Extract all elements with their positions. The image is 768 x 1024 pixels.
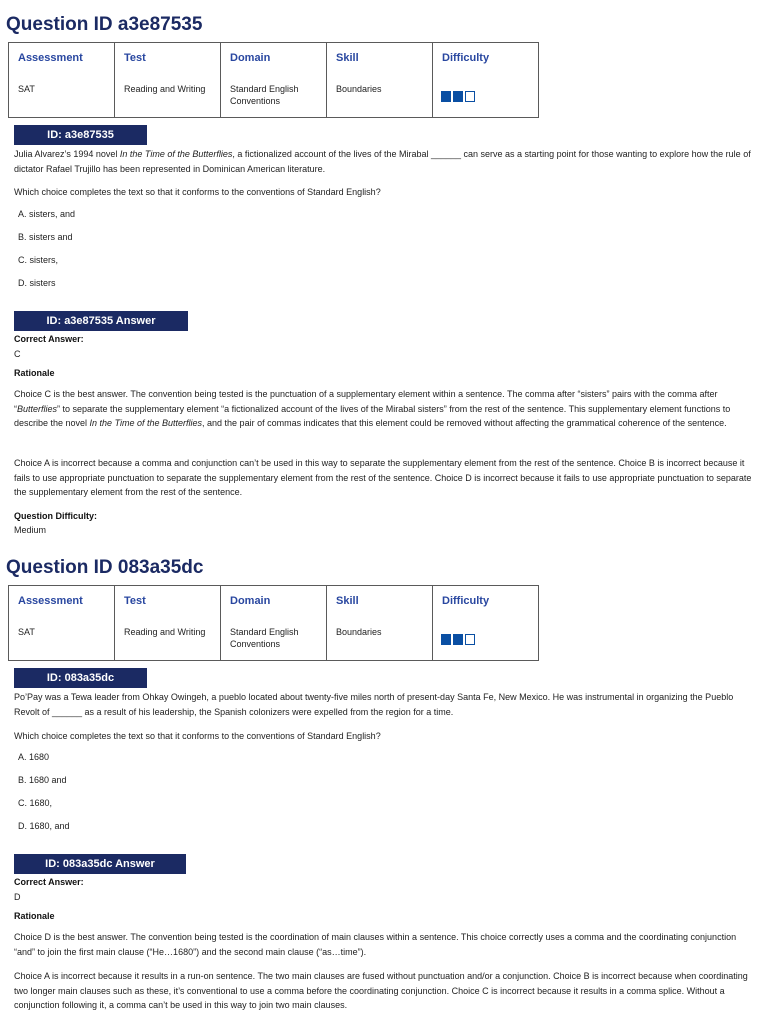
assessment-cell [9, 43, 115, 118]
assessment-value: SAT [18, 627, 35, 637]
choice-d: D. 1680, and [18, 821, 70, 831]
choice-c: C. 1680, [18, 798, 53, 808]
rationale-label: Rationale [14, 368, 55, 378]
test-header: Test [124, 595, 146, 607]
test-cell [115, 43, 221, 118]
skill-cell [327, 586, 433, 661]
answer-id-bar: ID: 083a35dc Answer [14, 854, 186, 874]
difficulty-box-filled [441, 634, 451, 645]
assessment-header: Assessment [18, 595, 83, 607]
question-meta-table [8, 585, 539, 661]
choice-b: B. sisters and [18, 232, 73, 242]
question-title: Question ID a3e87535 [6, 14, 203, 35]
assessment-header: Assessment [18, 52, 83, 64]
rationale-correct-text: Choice C is the best answer. The convention being tested is the punctuation of a supplementary element within a sentence. The comma after “sisters” pairs with the comma after “Butterflies” to separate the supplementary element “a fictionalized account of the lives of the Mirabal sisters” from the rest of the sentence. This supplementary element functions to describe the novel In the Time of the Butterflies, and the pair of commas indicates that this element could be removed without affecting the grammatical coherence of the sentence. [14, 389, 731, 428]
test-cell [115, 586, 221, 661]
difficulty-box-empty [465, 634, 475, 645]
difficulty-box-filled [441, 91, 451, 102]
question-id-bar: ID: a3e87535 [14, 125, 147, 145]
domain-header: Domain [230, 52, 271, 64]
difficulty-value: Medium [14, 525, 47, 535]
choice-a: A. 1680 [18, 752, 50, 762]
skill-cell [327, 43, 433, 118]
skill-header: Skill [336, 52, 359, 64]
skill-value: Boundaries [336, 627, 382, 637]
difficulty-cell [433, 43, 539, 118]
passage-text: Po’Pay was a Tewa leader from Ohkay Owingeh, a pueblo located about twenty-five miles north of present-day Santa Fe, New Mexico. He was instrumental in organizing the Pueblo Revolt of ______ as a result of his leadership, the Spanish colonizers were expelled from the region for a time. [14, 692, 734, 717]
domain-header: Domain [230, 595, 271, 607]
question-prompt: Which choice completes the text so that it conforms to the conventions of Standard English? [14, 187, 381, 197]
question-prompt: Which choice completes the text so that it conforms to the conventions of Standard English? [14, 731, 381, 741]
domain-value: Standard English Conventions [230, 627, 299, 649]
domain-cell [221, 586, 327, 661]
rationale-incorrect-text: Choice A is incorrect because it results in a run-on sentence. The two main clauses are fused without punctuation and/or a conjunction. Choice B is incorrect because when coordinating two longer main clauses such as these, it’s conventional to use a comma before the coordinating conjunction. Choice C is incorrect because it results in a comma splice. Without a conjunction following it, a comma can’t be used in this way to join two main clauses. [14, 971, 748, 1010]
choice-c: C. sisters, [18, 255, 59, 265]
rationale-correct-text: Choice D is the best answer. The convention being tested is the coordination of main clauses within a sentence. This choice correctly uses a comma and the coordinating conjunction “and” to join the first main clause (“He…1680”) and the second main clause (“as…time”). [14, 932, 737, 957]
test-header: Test [124, 52, 146, 64]
choice-d: D. sisters [18, 278, 56, 288]
question-id-bar: ID: 083a35dc [14, 668, 147, 688]
question-meta-table [8, 42, 539, 118]
rationale-incorrect-text: Choice A is incorrect because a comma and conjunction can’t be used in this way to separate the supplementary element from the rest of the sentence. Choice B is incorrect because it fails to use appropriate punctuation to separate the supplementary element from the rest of the sentence. Choice D is incorrect because it fails to use appropriate punctuation to separate the supplementary element from the rest of the sentence. [14, 458, 752, 497]
choice-b: B. 1680 and [18, 775, 67, 785]
difficulty-cell [433, 586, 539, 661]
assessment-cell [9, 586, 115, 661]
assessment-value: SAT [18, 84, 35, 94]
difficulty-box-filled [453, 91, 463, 102]
answer-id-bar: ID: a3e87535 Answer [14, 311, 188, 331]
difficulty-meter [441, 91, 477, 102]
correct-answer-value: D [14, 892, 21, 902]
domain-cell [221, 43, 327, 118]
skill-header: Skill [336, 595, 359, 607]
correct-answer-label: Correct Answer: [14, 334, 84, 344]
difficulty-meter [441, 634, 477, 645]
difficulty-header: Difficulty [442, 52, 490, 64]
difficulty-box-filled [453, 634, 463, 645]
passage-text: Julia Alvarez’s 1994 novel In the Time of the Butterflies, a fictionalized account of the lives of the Mirabal ______ can serve as a starting point for those wanting to explore how the rule of dictator Rafael Trujillo has been represented in Dominican American literature. [14, 149, 751, 174]
choice-a: A. sisters, and [18, 209, 76, 219]
domain-value: Standard English Conventions [230, 84, 299, 106]
difficulty-label: Question Difficulty: [14, 511, 97, 521]
difficulty-header: Difficulty [442, 595, 490, 607]
difficulty-box-empty [465, 91, 475, 102]
correct-answer-label: Correct Answer: [14, 877, 84, 887]
skill-value: Boundaries [336, 84, 382, 94]
test-value: Reading and Writing [124, 627, 206, 637]
question-title: Question ID 083a35dc [6, 557, 204, 578]
test-value: Reading and Writing [124, 84, 206, 94]
rationale-label: Rationale [14, 911, 55, 921]
correct-answer-value: C [14, 349, 21, 359]
